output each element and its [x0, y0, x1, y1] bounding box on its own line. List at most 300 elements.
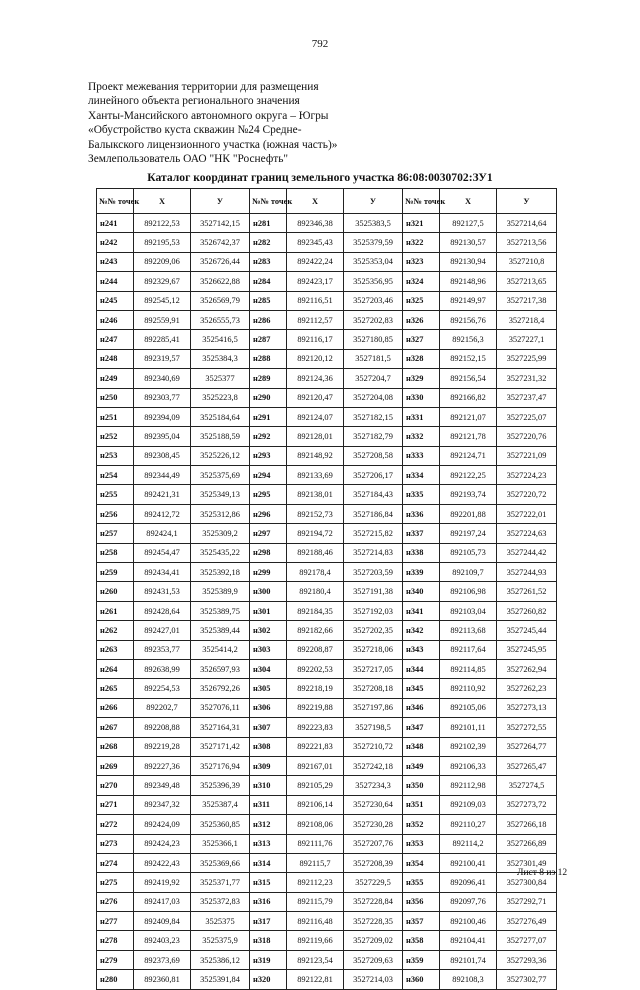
- point-id: н330: [403, 388, 440, 407]
- point-id: н257: [97, 524, 134, 543]
- x-coordinate: 892108,06: [287, 815, 344, 834]
- y-coordinate: 3525414,2: [191, 640, 250, 659]
- y-coordinate: 3525435,22: [191, 543, 250, 562]
- y-coordinate: 3527186,84: [344, 504, 403, 523]
- x-coordinate: 892395,04: [134, 427, 191, 446]
- y-coordinate: 3527176,94: [191, 756, 250, 775]
- point-id: н304: [250, 659, 287, 678]
- point-id: н341: [403, 601, 440, 620]
- table-row: [97, 466, 557, 485]
- x-coordinate: 892254,53: [134, 679, 191, 698]
- x-coordinate: 892394,09: [134, 407, 191, 426]
- x-coordinate: 892100,46: [440, 912, 497, 931]
- x-coordinate: 892180,4: [287, 582, 344, 601]
- y-coordinate: 3527208,39: [344, 853, 403, 872]
- point-id: н247: [97, 330, 134, 349]
- y-coordinate: 3525312,86: [191, 504, 250, 523]
- x-coordinate: 892148,96: [440, 272, 497, 291]
- y-coordinate: 3527171,42: [191, 737, 250, 756]
- x-coordinate: 892123,54: [287, 950, 344, 969]
- y-coordinate: 3527217,38: [497, 291, 557, 310]
- x-coordinate: 892167,01: [287, 756, 344, 775]
- x-coordinate: 892424,09: [134, 815, 191, 834]
- point-id: н336: [403, 504, 440, 523]
- x-coordinate: 892202,53: [287, 659, 344, 678]
- column-header-points: №№ точек: [97, 189, 134, 214]
- y-coordinate: 3527227,1: [497, 330, 557, 349]
- point-id: н297: [250, 524, 287, 543]
- point-id: н300: [250, 582, 287, 601]
- point-id: н356: [403, 892, 440, 911]
- x-coordinate: 892417,03: [134, 892, 191, 911]
- x-coordinate: 892103,04: [440, 601, 497, 620]
- x-coordinate: 892427,01: [134, 621, 191, 640]
- point-id: н283: [250, 252, 287, 271]
- header-line: Проект межевания территории для размещения: [88, 81, 319, 93]
- x-coordinate: 892105,29: [287, 776, 344, 795]
- table-row: [97, 950, 557, 969]
- y-coordinate: 3527273,72: [497, 795, 557, 814]
- x-coordinate: 892105,06: [440, 698, 497, 717]
- point-id: н313: [250, 834, 287, 853]
- y-coordinate: 3527234,3: [344, 776, 403, 795]
- x-coordinate: 892424,1: [134, 524, 191, 543]
- table-row: [97, 912, 557, 931]
- x-coordinate: 892303,77: [134, 388, 191, 407]
- table-row: [97, 524, 557, 543]
- y-coordinate: 3527244,93: [497, 563, 557, 582]
- x-coordinate: 892115,7: [287, 853, 344, 872]
- y-coordinate: 3527224,63: [497, 524, 557, 543]
- point-id: н269: [97, 756, 134, 775]
- y-coordinate: 3527237,47: [497, 388, 557, 407]
- point-id: н287: [250, 330, 287, 349]
- x-coordinate: 892559,91: [134, 310, 191, 329]
- x-coordinate: 892428,64: [134, 601, 191, 620]
- x-coordinate: 892124,36: [287, 369, 344, 388]
- column-header-x: X: [134, 189, 191, 214]
- table-row: [97, 931, 557, 950]
- x-coordinate: 892360,81: [134, 970, 191, 989]
- point-id: н358: [403, 931, 440, 950]
- table-row: [97, 853, 557, 872]
- y-coordinate: 3527076,11: [191, 698, 250, 717]
- y-coordinate: 3527293,36: [497, 950, 557, 969]
- x-coordinate: 892101,11: [440, 718, 497, 737]
- point-id: н298: [250, 543, 287, 562]
- x-coordinate: 892219,88: [287, 698, 344, 717]
- y-coordinate: 3527202,35: [344, 621, 403, 640]
- point-id: н295: [250, 485, 287, 504]
- x-coordinate: 892110,92: [440, 679, 497, 698]
- y-coordinate: 3527215,82: [344, 524, 403, 543]
- x-coordinate: 892197,24: [440, 524, 497, 543]
- y-coordinate: 3527273,13: [497, 698, 557, 717]
- x-coordinate: 892188,46: [287, 543, 344, 562]
- x-coordinate: 892114,2: [440, 834, 497, 853]
- point-id: н343: [403, 640, 440, 659]
- point-id: н276: [97, 892, 134, 911]
- x-coordinate: 892419,92: [134, 873, 191, 892]
- point-id: н280: [97, 970, 134, 989]
- x-coordinate: 892121,07: [440, 407, 497, 426]
- y-coordinate: 3527274,5: [497, 776, 557, 795]
- column-header-x: X: [440, 189, 497, 214]
- point-id: н312: [250, 815, 287, 834]
- y-coordinate: 3525392,18: [191, 563, 250, 582]
- header-line: Ханты-Мансийского автономного округа – Югры: [88, 109, 329, 122]
- y-coordinate: 3527213,65: [497, 272, 557, 291]
- table-row: [97, 970, 557, 989]
- table-row: [97, 776, 557, 795]
- point-id: н268: [97, 737, 134, 756]
- y-coordinate: 3526597,93: [191, 659, 250, 678]
- y-coordinate: 3527231,32: [497, 369, 557, 388]
- table-row: [97, 369, 557, 388]
- x-coordinate: 892403,23: [134, 931, 191, 950]
- y-coordinate: 3525226,12: [191, 446, 250, 465]
- x-coordinate: 892545,12: [134, 291, 191, 310]
- x-coordinate: 892108,3: [440, 970, 497, 989]
- y-coordinate: 3525416,5: [191, 330, 250, 349]
- sheet-footer: Лист 8 из 12: [517, 868, 568, 878]
- point-id: н252: [97, 427, 134, 446]
- point-id: н302: [250, 621, 287, 640]
- x-coordinate: 892112,98: [440, 776, 497, 795]
- point-id: н333: [403, 446, 440, 465]
- point-id: н245: [97, 291, 134, 310]
- point-id: н353: [403, 834, 440, 853]
- x-coordinate: 892122,53: [134, 214, 191, 233]
- y-coordinate: 3527262,94: [497, 659, 557, 678]
- x-coordinate: 892409,84: [134, 912, 191, 931]
- y-coordinate: 3527218,4: [497, 310, 557, 329]
- point-id: н324: [403, 272, 440, 291]
- y-coordinate: 3525188,59: [191, 427, 250, 446]
- x-coordinate: 892353,77: [134, 640, 191, 659]
- y-coordinate: 3527207,76: [344, 834, 403, 853]
- y-coordinate: 3525384,3: [191, 349, 250, 368]
- y-coordinate: 3527225,07: [497, 407, 557, 426]
- y-coordinate: 3527245,44: [497, 621, 557, 640]
- x-coordinate: 892201,88: [440, 504, 497, 523]
- x-coordinate: 892344,49: [134, 466, 191, 485]
- point-id: н309: [250, 756, 287, 775]
- table-row: [97, 252, 557, 271]
- y-coordinate: 3527214,03: [344, 970, 403, 989]
- table-row: [97, 310, 557, 329]
- x-coordinate: 892218,19: [287, 679, 344, 698]
- x-coordinate: 892106,33: [440, 756, 497, 775]
- table-row: [97, 291, 557, 310]
- y-coordinate: 3527206,17: [344, 466, 403, 485]
- point-id: н296: [250, 504, 287, 523]
- x-coordinate: 892285,41: [134, 330, 191, 349]
- y-coordinate: 3527182,15: [344, 407, 403, 426]
- point-id: н288: [250, 349, 287, 368]
- y-coordinate: 3527302,77: [497, 970, 557, 989]
- point-id: н334: [403, 466, 440, 485]
- x-coordinate: 892122,25: [440, 466, 497, 485]
- point-id: н250: [97, 388, 134, 407]
- y-coordinate: 3525383,5: [344, 214, 403, 233]
- x-coordinate: 892329,67: [134, 272, 191, 291]
- point-id: н306: [250, 698, 287, 717]
- y-coordinate: 3525360,85: [191, 815, 250, 834]
- x-coordinate: 892202,7: [134, 698, 191, 717]
- x-coordinate: 892149,97: [440, 291, 497, 310]
- y-coordinate: 3525184,64: [191, 407, 250, 426]
- table-body: [97, 214, 557, 990]
- x-coordinate: 892124,07: [287, 407, 344, 426]
- column-header-y: У: [497, 189, 557, 214]
- x-coordinate: 892106,14: [287, 795, 344, 814]
- table-row: [97, 504, 557, 523]
- table-row: [97, 601, 557, 620]
- table-row: [97, 582, 557, 601]
- point-id: н294: [250, 466, 287, 485]
- y-coordinate: 3526792,26: [191, 679, 250, 698]
- y-coordinate: 3527184,43: [344, 485, 403, 504]
- y-coordinate: 3527213,56: [497, 233, 557, 252]
- x-coordinate: 892113,68: [440, 621, 497, 640]
- x-coordinate: 892221,83: [287, 737, 344, 756]
- point-id: н286: [250, 310, 287, 329]
- catalog-title: Каталог координат границ земельного участка 86:08:0030702:ЗУ1: [147, 171, 493, 184]
- point-id: н325: [403, 291, 440, 310]
- y-coordinate: 3527225,99: [497, 349, 557, 368]
- point-id: н267: [97, 718, 134, 737]
- y-coordinate: 3527217,05: [344, 659, 403, 678]
- x-coordinate: 892194,72: [287, 524, 344, 543]
- point-id: н351: [403, 795, 440, 814]
- table-row: [97, 272, 557, 291]
- point-id: н321: [403, 214, 440, 233]
- point-id: н278: [97, 931, 134, 950]
- y-coordinate: 3525375,9: [191, 931, 250, 950]
- x-coordinate: 892638,99: [134, 659, 191, 678]
- point-id: н254: [97, 466, 134, 485]
- y-coordinate: 3525379,59: [344, 233, 403, 252]
- x-coordinate: 892412,72: [134, 504, 191, 523]
- point-id: н259: [97, 563, 134, 582]
- table-row: [97, 621, 557, 640]
- point-id: н345: [403, 679, 440, 698]
- point-id: н349: [403, 756, 440, 775]
- x-coordinate: 892454,47: [134, 543, 191, 562]
- table-row: [97, 679, 557, 698]
- y-coordinate: 3525386,12: [191, 950, 250, 969]
- x-coordinate: 892106,98: [440, 582, 497, 601]
- table-row: [97, 640, 557, 659]
- y-coordinate: 3527208,58: [344, 446, 403, 465]
- y-coordinate: 3525377: [191, 369, 250, 388]
- point-id: н255: [97, 485, 134, 504]
- y-coordinate: 3525349,13: [191, 485, 250, 504]
- x-coordinate: 892117,64: [440, 640, 497, 659]
- point-id: н323: [403, 252, 440, 271]
- point-id: н272: [97, 815, 134, 834]
- point-id: н284: [250, 272, 287, 291]
- point-id: н337: [403, 524, 440, 543]
- y-coordinate: 3525375,69: [191, 466, 250, 485]
- x-coordinate: 892431,53: [134, 582, 191, 601]
- table-row: [97, 485, 557, 504]
- y-coordinate: 3527277,07: [497, 931, 557, 950]
- coordinates-table: [96, 188, 557, 990]
- point-id: н246: [97, 310, 134, 329]
- point-id: н303: [250, 640, 287, 659]
- point-id: н332: [403, 427, 440, 446]
- point-id: н241: [97, 214, 134, 233]
- x-coordinate: 892178,4: [287, 563, 344, 582]
- column-header-y: У: [191, 189, 250, 214]
- x-coordinate: 892182,66: [287, 621, 344, 640]
- y-coordinate: 3527229,5: [344, 873, 403, 892]
- point-id: н307: [250, 718, 287, 737]
- point-id: н322: [403, 233, 440, 252]
- point-id: н314: [250, 853, 287, 872]
- x-coordinate: 892122,81: [287, 970, 344, 989]
- point-id: н340: [403, 582, 440, 601]
- x-coordinate: 892209,06: [134, 252, 191, 271]
- point-id: н316: [250, 892, 287, 911]
- x-coordinate: 892227,36: [134, 756, 191, 775]
- point-id: н242: [97, 233, 134, 252]
- point-id: н244: [97, 272, 134, 291]
- x-coordinate: 892121,78: [440, 427, 497, 446]
- x-coordinate: 892133,69: [287, 466, 344, 485]
- point-id: н347: [403, 718, 440, 737]
- point-id: н318: [250, 931, 287, 950]
- x-coordinate: 892104,41: [440, 931, 497, 950]
- x-coordinate: 892193,74: [440, 485, 497, 504]
- x-coordinate: 892112,23: [287, 873, 344, 892]
- table-row: [97, 737, 557, 756]
- point-id: н292: [250, 427, 287, 446]
- x-coordinate: 892152,15: [440, 349, 497, 368]
- y-coordinate: 3527214,64: [497, 214, 557, 233]
- table-header-row: [97, 189, 557, 214]
- point-id: н327: [403, 330, 440, 349]
- column-header-y: У: [344, 189, 403, 214]
- x-coordinate: 892102,39: [440, 737, 497, 756]
- point-id: н271: [97, 795, 134, 814]
- y-coordinate: 3526555,73: [191, 310, 250, 329]
- x-coordinate: 892119,66: [287, 931, 344, 950]
- point-id: н348: [403, 737, 440, 756]
- y-coordinate: 3527224,23: [497, 466, 557, 485]
- y-coordinate: 3527220,76: [497, 427, 557, 446]
- x-coordinate: 892423,17: [287, 272, 344, 291]
- table-row: [97, 698, 557, 717]
- y-coordinate: 3527218,06: [344, 640, 403, 659]
- y-coordinate: 3525372,83: [191, 892, 250, 911]
- x-coordinate: 892116,48: [287, 912, 344, 931]
- point-id: н256: [97, 504, 134, 523]
- point-id: н260: [97, 582, 134, 601]
- point-id: н270: [97, 776, 134, 795]
- point-id: н265: [97, 679, 134, 698]
- y-coordinate: 3527220,72: [497, 485, 557, 504]
- point-id: н248: [97, 349, 134, 368]
- y-coordinate: 3527228,35: [344, 912, 403, 931]
- x-coordinate: 892347,32: [134, 795, 191, 814]
- point-id: н359: [403, 950, 440, 969]
- y-coordinate: 3527264,77: [497, 737, 557, 756]
- x-coordinate: 892195,53: [134, 233, 191, 252]
- point-id: н355: [403, 873, 440, 892]
- y-coordinate: 3527192,03: [344, 601, 403, 620]
- y-coordinate: 3525371,77: [191, 873, 250, 892]
- y-coordinate: 3525389,44: [191, 621, 250, 640]
- header-line: линейного объекта регионального значения: [88, 95, 300, 108]
- y-coordinate: 3525356,95: [344, 272, 403, 291]
- point-id: н266: [97, 698, 134, 717]
- point-id: н338: [403, 543, 440, 562]
- x-coordinate: 892156,54: [440, 369, 497, 388]
- y-coordinate: 3527260,82: [497, 601, 557, 620]
- header-line: «Обустройство куста скважин №24 Средне-: [88, 124, 302, 137]
- column-header-points: №№ точек: [250, 189, 287, 214]
- x-coordinate: 892116,17: [287, 330, 344, 349]
- table-row: [97, 233, 557, 252]
- point-id: н293: [250, 446, 287, 465]
- x-coordinate: 892124,71: [440, 446, 497, 465]
- y-coordinate: 3527230,64: [344, 795, 403, 814]
- y-coordinate: 3526622,88: [191, 272, 250, 291]
- point-id: н253: [97, 446, 134, 465]
- point-id: н319: [250, 950, 287, 969]
- point-id: н285: [250, 291, 287, 310]
- point-id: н301: [250, 601, 287, 620]
- y-coordinate: 3527202,83: [344, 310, 403, 329]
- y-coordinate: 3527204,08: [344, 388, 403, 407]
- point-id: н279: [97, 950, 134, 969]
- table-row: [97, 815, 557, 834]
- x-coordinate: 892422,24: [287, 252, 344, 271]
- y-coordinate: 3527142,15: [191, 214, 250, 233]
- point-id: н329: [403, 369, 440, 388]
- y-coordinate: 3525391,84: [191, 970, 250, 989]
- x-coordinate: 892138,01: [287, 485, 344, 504]
- point-id: н277: [97, 912, 134, 931]
- y-coordinate: 3527210,8: [497, 252, 557, 271]
- y-coordinate: 3527228,84: [344, 892, 403, 911]
- point-id: н317: [250, 912, 287, 931]
- y-coordinate: 3526726,44: [191, 252, 250, 271]
- point-id: н308: [250, 737, 287, 756]
- point-id: н299: [250, 563, 287, 582]
- y-coordinate: 3527221,09: [497, 446, 557, 465]
- x-coordinate: 892346,38: [287, 214, 344, 233]
- y-coordinate: 3527222,01: [497, 504, 557, 523]
- x-coordinate: 892421,31: [134, 485, 191, 504]
- table-row: [97, 873, 557, 892]
- x-coordinate: 892156,76: [440, 310, 497, 329]
- point-id: н264: [97, 659, 134, 678]
- y-coordinate: 3527266,18: [497, 815, 557, 834]
- table-row: [97, 756, 557, 775]
- y-coordinate: 3527209,63: [344, 950, 403, 969]
- point-id: н311: [250, 795, 287, 814]
- x-coordinate: 892111,76: [287, 834, 344, 853]
- x-coordinate: 892184,35: [287, 601, 344, 620]
- x-coordinate: 892116,51: [287, 291, 344, 310]
- point-id: н274: [97, 853, 134, 872]
- point-id: н315: [250, 873, 287, 892]
- point-id: н249: [97, 369, 134, 388]
